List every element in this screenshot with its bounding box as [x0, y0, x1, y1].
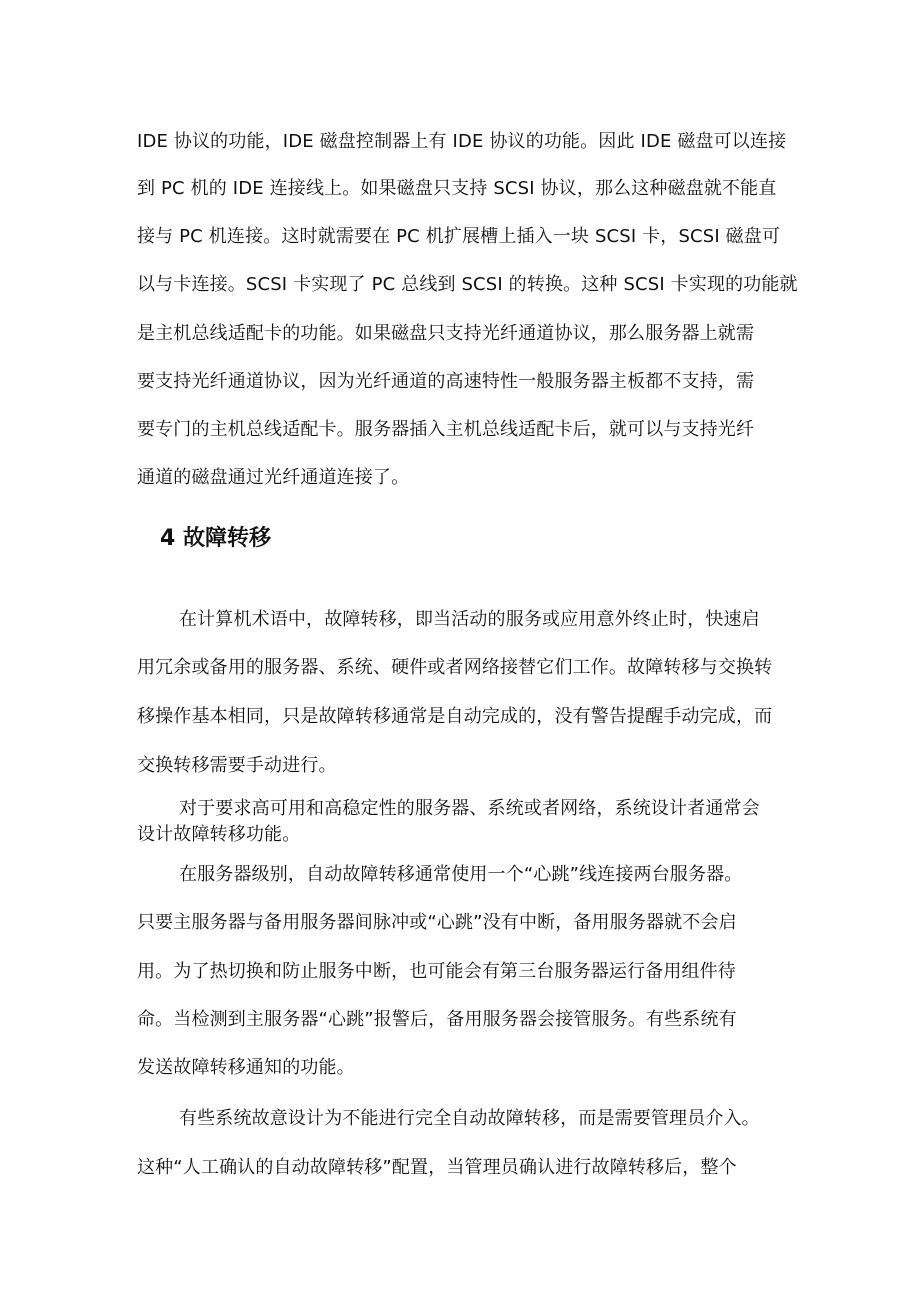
paragraph-2-line-2: 用冗余或备用的服务器、系统、硬件或者网络接替它们工作。故障转移与交换转: [137, 657, 773, 678]
paragraph-1-line-4: 以与卡连接。SCSI 卡实现了 PC 总线到 SCSI 的转换。这种 SCSI 卡实现的功能就: [137, 274, 798, 295]
paragraph-1-line-8: 通道的磁盘通过光纤通道连接了。: [137, 467, 410, 488]
paragraph-3-line-2: 设计故障转移功能。: [137, 824, 301, 845]
paragraph-4-line-2: 只要主服务器与备用服务器间脉冲或“心跳”没有中断，备用服务器就不会启: [137, 912, 737, 933]
paragraph-4-line-1: 在服务器级别，自动故障转移通常使用一个“心跳”线连接两台服务器。: [179, 864, 743, 885]
paragraph-4-line-3: 用。为了热切换和防止服务中断，也可能会有第三台服务器运行备用组件待: [137, 961, 736, 982]
paragraph-1-line-1: IDE 协议的功能，IDE 磁盘控制器上有 IDE 协议的功能。因此 IDE 磁盘可以连接: [137, 131, 787, 152]
paragraph-4-line-5: 发送故障转移通知的功能。: [137, 1057, 355, 1078]
paragraph-3-line-1: 对于要求高可用和高稳定性的服务器、系统或者网络，系统设计者通常会: [179, 798, 760, 819]
paragraph-5-line-2: 这种“人工确认的自动故障转移”配置，当管理员确认进行故障转移后，整个: [137, 1157, 737, 1178]
section-heading: 4 故障转移: [160, 526, 271, 551]
paragraph-1-line-5: 是主机总线适配卡的功能。如果磁盘只支持光纤通道协议，那么服务器上就需: [137, 323, 755, 344]
paragraph-2-line-4: 交换转移需要手动进行。: [137, 755, 337, 776]
paragraph-1-line-7: 要专门的主机总线适配卡。服务器插入主机总线适配卡后，就可以与支持光纤: [137, 419, 755, 440]
paragraph-1-line-3: 接与 PC 机连接。这时就需要在 PC 机扩展槽上插入一块 SCSI 卡，SCSI 磁盘可: [137, 226, 781, 247]
paragraph-1-line-2: 到 PC 机的 IDE 连接线上。如果磁盘只支持 SCSI 协议，那么这种磁盘就不能直: [137, 178, 777, 199]
paragraph-1-line-6: 要支持光纤通道协议，因为光纤通道的高速特性一般服务器主板都不支持，需: [137, 371, 755, 392]
paragraph-4-line-4: 命。当检测到主服务器“心跳”报警后，备用服务器会接管服务。有些系统有: [137, 1009, 737, 1030]
paragraph-5-line-1: 有些系统故意设计为不能进行完全自动故障转移，而是需要管理员介入。: [179, 1108, 760, 1129]
paragraph-2-line-1: 在计算机术语中，故障转移，即当活动的服务或应用意外终止时，快速启: [179, 609, 760, 630]
paragraph-2-line-3: 移操作基本相同，只是故障转移通常是自动完成的，没有警告提醒手动完成，而: [137, 706, 773, 727]
